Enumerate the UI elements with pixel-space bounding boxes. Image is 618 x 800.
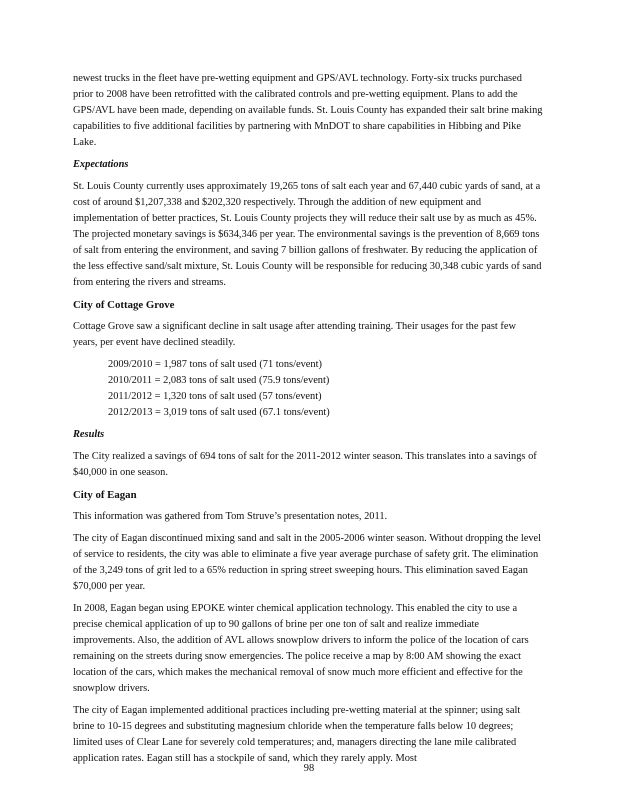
heading-cottage-grove: City of Cottage Grove <box>73 299 175 311</box>
bullet-icon <box>90 357 98 373</box>
paragraph-epoke: In 2008, Eagan began using EPOKE winter chemical application technology. This enabled the city to use a precise chemical application of up to 90 gallons of brine per one ton of salt and realize immediate improvements. Also, the addition of AVL allows snowplow drivers to inform the police of the location of cars remaining on the streets during snow emergencies. The police receive a map by 8:00 AM showing the exact location of the cars, which makes the mechanical removal of snow much more efficient and effective for the snowplow drivers. <box>73 603 529 694</box>
bullet-icon <box>90 373 98 389</box>
list-item: 2009/2010 = 1,987 tons of salt used (71 tons/event) <box>90 357 543 373</box>
paragraph-expectations: St. Louis County currently uses approximately 19,265 tons of salt each year and 67,440 cubic yards of sand, at a cost of around $1,207,338 and $202,320 respectively. Through the addition of new equipment and implementation of better practices, St. Louis County projects they will reduce their salt use by as much as 45%. The projected monetary savings is $634,346 per year. The environmental savings is the prevention of 8,669 tons of salt from entering the environment, and saving 7 billion gallons of freshwater. By reducing the application of the less effective sand/salt mixture, St. Louis County will be responsible for reducing 30,348 cubic yards of sand from entering the rivers and streams. <box>73 181 542 288</box>
heading-eagan: City of Eagan <box>73 489 137 501</box>
paragraph-practices: The city of Eagan implemented additional practices including pre-wetting material at the spinner; using salt brine to 10-15 degrees and substituting magnesium chloride when the temperature falls below 10 degrees; limited uses of Clear Lane for severely cold temperatures; and, managers directing the lane mile calibrated application rates. Eagan still has a stockpile of sand, which they rarely apply. Most <box>73 705 521 764</box>
paragraph-results: The City realized a savings of 694 tons of salt for the 2011-2012 winter season. This translates into a savings of $40,000 in one season. <box>73 451 537 478</box>
bullet-icon <box>90 389 98 405</box>
salt-usage-list <box>73 357 543 421</box>
paragraph-source: This information was gathered from Tom Struve’s presentation notes, 2011. <box>73 511 388 522</box>
paragraph-sand-discontinued: The city of Eagan discontinued mixing sand and salt in the 2005-2006 winter season. Without dropping the level of service to residents, the city was able to eliminate a five year average purchase of safety grit. The elimination of the 3,249 tons of grit led to a 65% reduction in spring street sweeping hours. This elimination saved Eagan $70,000 per year. <box>73 533 542 592</box>
page-number: 98 <box>303 763 315 774</box>
paragraph-fleet: newest trucks in the fleet have pre-wetting equipment and GPS/AVL technology. Forty-six trucks purchased prior to 2008 have been retrofitted with the calibrated controls and pre-wetting equipment. Plans to add the GPS/AVL have been made, depending on available funds. St. Louis County has expanded their salt brine making capabilities to five additional facilities by partnering with MnDOT to share capabilities in Hibbing and Pike Lake. <box>73 73 543 148</box>
heading-results: Results <box>73 429 105 440</box>
list-item: 2011/2012 = 1,320 tons of salt used (57 tons/event) <box>90 389 543 405</box>
document-body <box>73 71 543 767</box>
list-item: 2012/2013 = 3,019 tons of salt used (67.1 tons/event) <box>90 405 543 421</box>
heading-expectations: Expectations <box>73 159 129 170</box>
paragraph-cottage-grove: Cottage Grove saw a significant decline in salt usage after attending training. Their usages for the past few years, per event have declined steadily. <box>73 321 516 348</box>
bullet-icon <box>90 405 98 421</box>
list-item: 2010/2011 = 2,083 tons of salt used (75.9 tons/event) <box>90 373 543 389</box>
